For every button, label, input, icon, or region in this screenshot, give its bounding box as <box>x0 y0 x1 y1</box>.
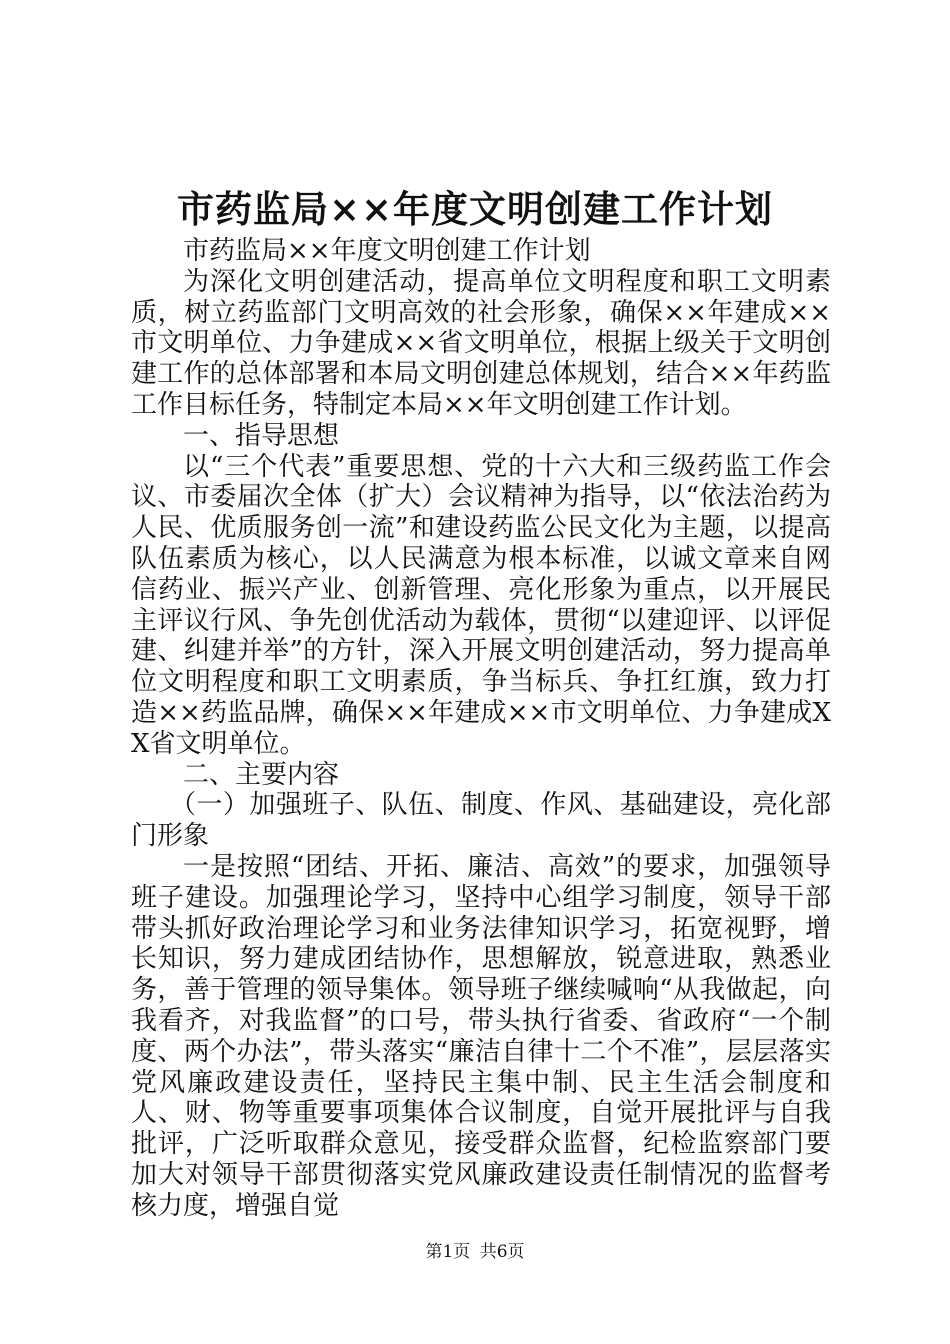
section-heading-main-content: 二、主要内容 <box>183 759 340 790</box>
document-title: 市药监局××年度文明创建工作计划 <box>176 187 773 231</box>
guiding-ideology-paragraph: 以“三个代表”重要思想、党的十六大和三级药监工作会议、市委届次全体（扩大）会议精神为指导，以“依法治药为人民、优质服务创一流”和建设药监公民文化为主题，以提高队伍素质为核心，以人民满意为根本标准，以诚文章来自网信药业、振兴产业、创新管理、亮化形象为重点，以开展民主评议行风、争先创优活动为载体，贯彻“以建迎评、以评促建、纠建并举”的方针，深入开展文明创建活动，努力提高单位文明程度和职工文明素质，争当标兵、争扛红旗，致力打造××药监品牌，确保××年建成××市文明单位、力争建成XX省文明单位。 <box>131 451 831 759</box>
subsection-heading-1: （一）加强班子、队伍、制度、作风、基础建设，亮化部门形象 <box>131 790 831 852</box>
document-body <box>131 236 831 1222</box>
page-total: 共6页 <box>479 1242 525 1262</box>
leadership-paragraph: 一是按照“团结、开拓、廉洁、高效”的要求，加强领导班子建设。加强理论学习，坚持中心组学习制度，领导干部带头抓好政治理论学习和业务法律知识学习，拓宽视野，增长知识，努力建成团结协作，思想解放，锐意进取，熟悉业务，善于管理的领导集体。领导班子继续喊响“从我做起，向我看齐，对我监督”的口号，带头执行省委、省政府“一个制度、两个办法”，带头落实“廉洁自律十二个不准”，层层落实党风廉政建设责任，坚持民主集中制、民主生活会制度和人、财、物等重要事项集体合议制度，自觉开展批评与自我批评，广泛听取群众意见，接受群众监督，纪检监察部门要加大对领导干部贯彻落实党风廉政建设责任制情况的监督考核力度，增强自觉 <box>131 851 831 1221</box>
page-number: 第1页 <box>425 1242 471 1262</box>
section-heading-guiding-ideology: 一、指导思想 <box>183 420 340 451</box>
subtitle-paragraph: 市药监局××年度文明创建工作计划 <box>183 236 591 266</box>
intro-paragraph: 为深化文明创建活动，提高单位文明程度和职工文明素质，树立药监部门文明高效的社会形象，确保××年建成××市文明单位、力争建成××省文明单位，根据上级关于文明创建工作的总体部署和本局文明创建总体规划，结合××年药监工作目标任务，特制定本局××年文明创建工作计划。 <box>131 266 831 420</box>
page-footer <box>0 1240 950 1264</box>
